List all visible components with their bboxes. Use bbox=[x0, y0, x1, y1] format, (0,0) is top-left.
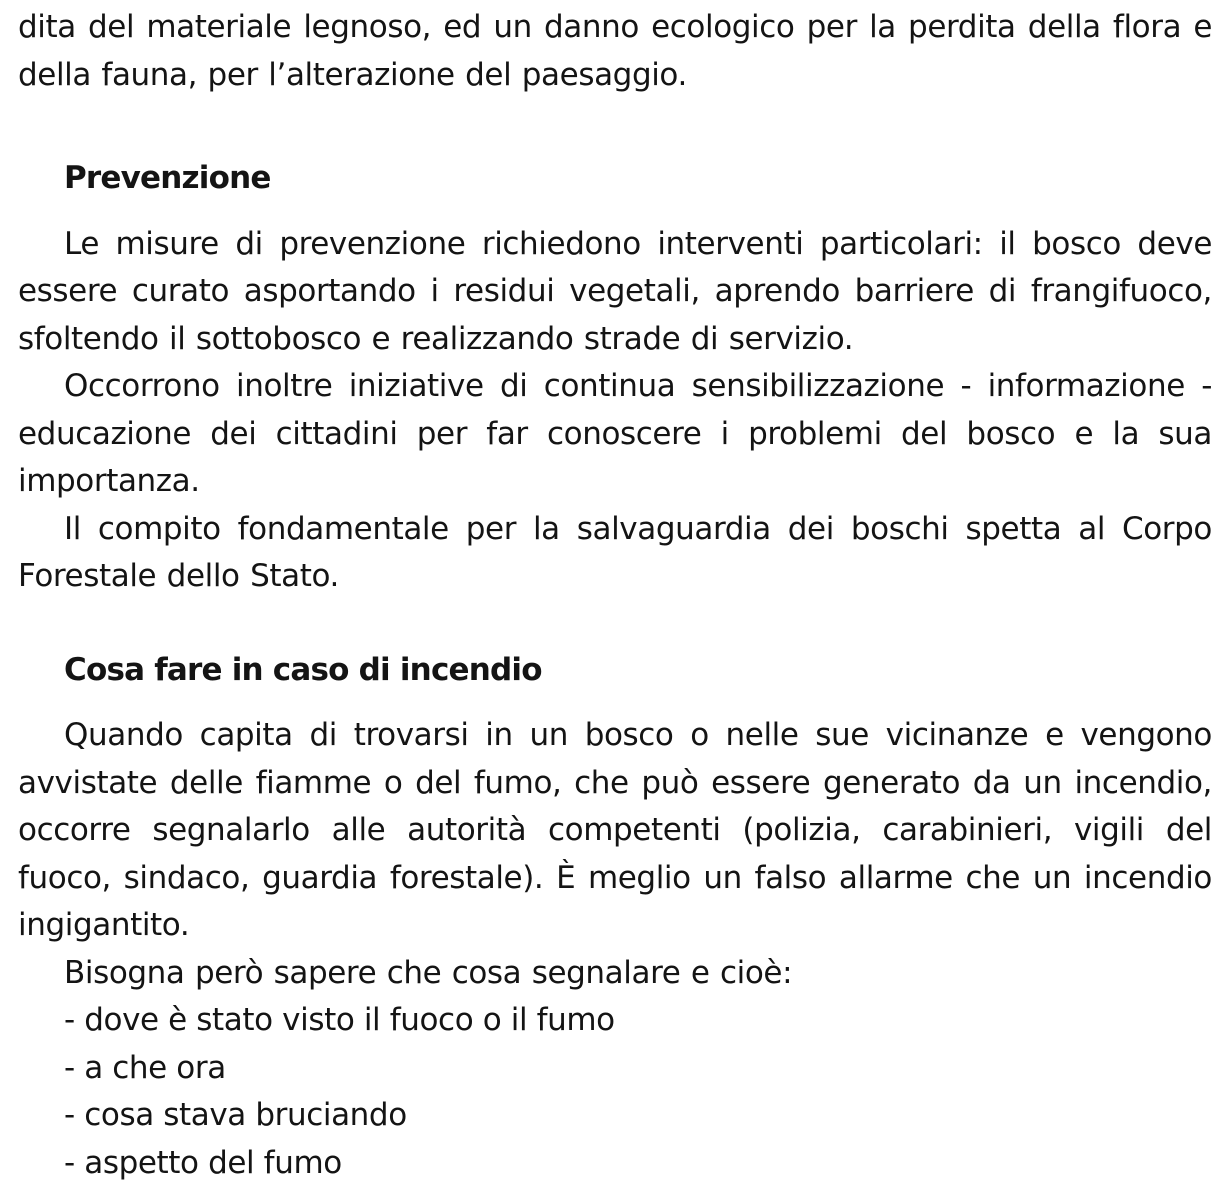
incendio-paragraph-1: Quando capita di trovarsi in un bosco o nelle sue vicinanze e vengono avvistate delle fiamme o del fumo, che può essere generato da un incendio, occorre segnalarlo alle autorità competenti (polizia, carabinieri, vigili del fuoco, sindaco, guardia forestale). È meglio un falso allarme che un incendio ingigantito. bbox=[18, 717, 1212, 943]
list-item: - cosa stava bruciando bbox=[64, 1097, 407, 1133]
heading-prevenzione: Prevenzione bbox=[64, 160, 271, 196]
list-item: - aspetto del fumo bbox=[64, 1144, 342, 1181]
prevenzione-paragraph-2: Occorrono inoltre iniziative di continua sensibilizzazione - informazione - educazione dei cittadini per far conoscere i problemi del bosco e la sua importanza. bbox=[18, 368, 1212, 499]
prevenzione-paragraph-1: Le misure di prevenzione richiedono interventi particolari: il bosco deve essere curato asportando i residui vegetali, aprendo barriere di frangifuoco, sfoltendo il sottobosco e realizzando strade di servizio. bbox=[18, 225, 1212, 357]
intro-paragraph: dita del materiale legnoso, ed un danno ecologico per la perdita della flora e della fauna, per l’alterazione del paesaggio. bbox=[18, 9, 1212, 93]
list-item: - a che ora bbox=[64, 1049, 226, 1086]
segnalazione-list bbox=[18, 997, 1212, 1187]
prevenzione-paragraph-3: Il compito fondamentale per la salvaguardia dei boschi spetta al Corpo Forestale dello Stato. bbox=[18, 510, 1212, 594]
incendio-paragraph-2: Bisogna però sapere che cosa segnalare e cioè: bbox=[64, 954, 793, 991]
heading-incendio: Cosa fare in caso di incendio bbox=[64, 651, 542, 688]
document-page bbox=[18, 4, 1212, 1187]
list-item: - dove è stato visto il fuoco o il fumo bbox=[64, 1002, 615, 1038]
